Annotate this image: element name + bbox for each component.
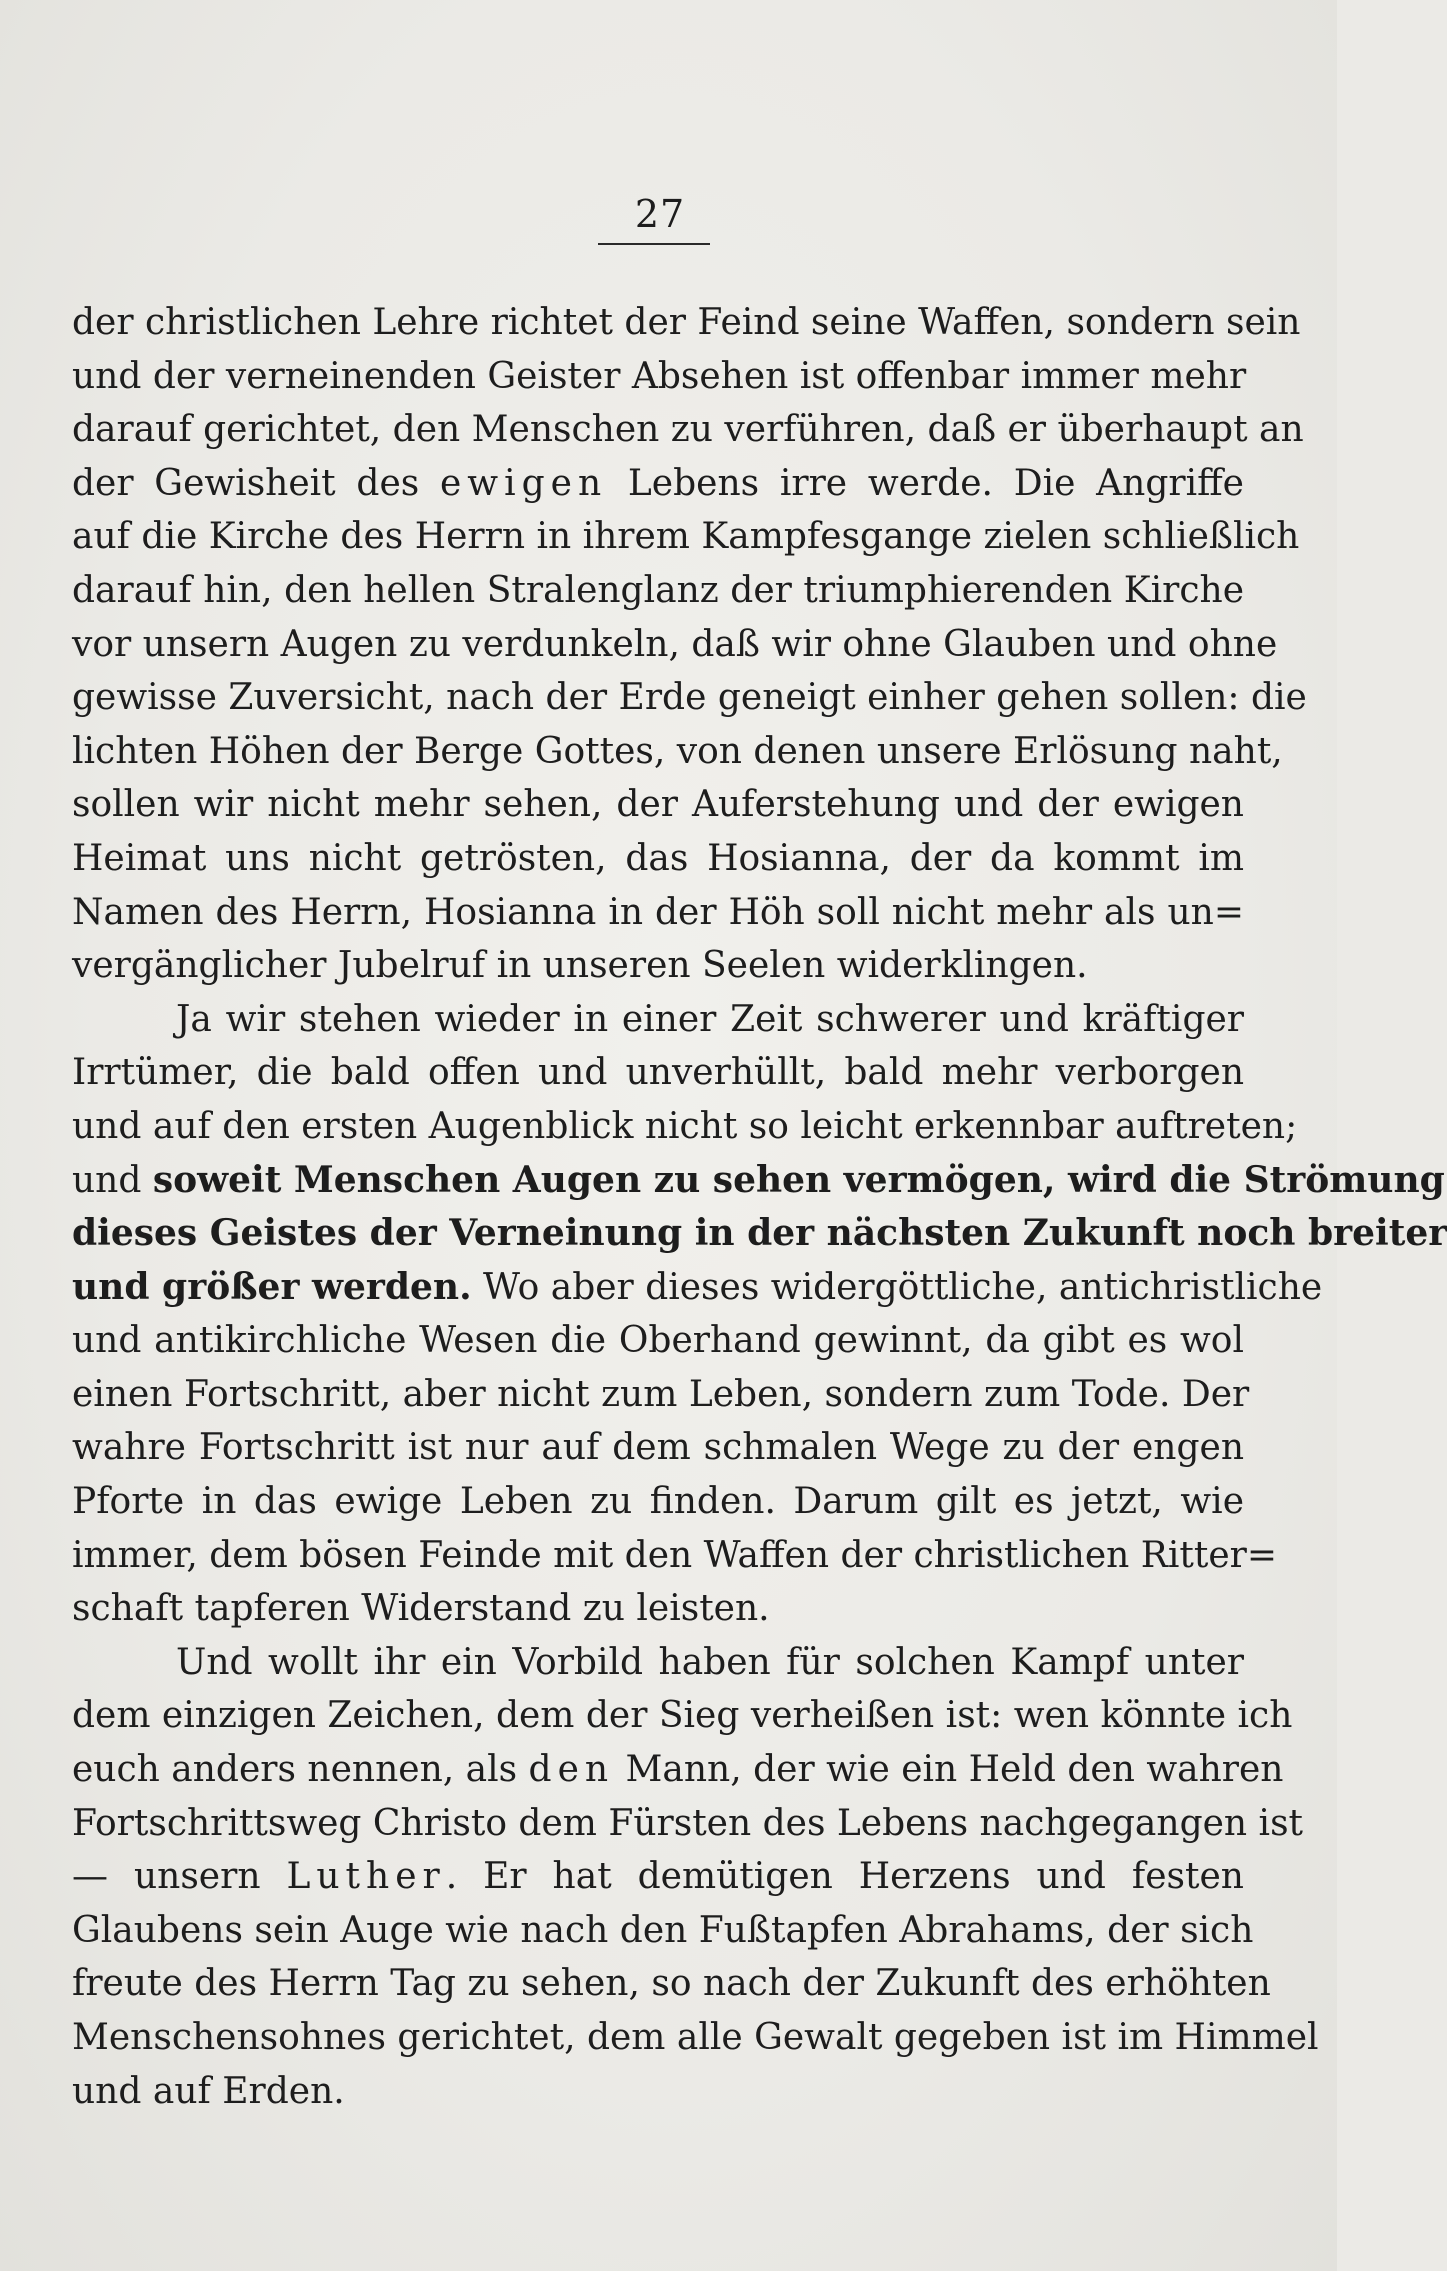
text-run: euch anders nennen, als xyxy=(72,1749,529,1791)
text-line xyxy=(72,1314,1244,1368)
text-line xyxy=(72,1689,1293,1743)
text-run: Menschensohnes gerichtet, dem alle Gewalt gegeben ist im Himmel xyxy=(72,2017,1319,2058)
text-run: sollen wir nicht mehr sehen, der Auferstehung und der ewigen xyxy=(72,784,1244,826)
text-run: Fortschrittsweg Christo dem Fürsten des Lebens nachgegangen ist xyxy=(72,1802,1304,1844)
text-run: vergänglicher Jubelruf in unseren Seelen widerklingen. xyxy=(72,945,1088,987)
text-line xyxy=(72,1207,1447,1261)
text-line xyxy=(72,1636,1244,1690)
text-line xyxy=(72,618,1278,672)
text-line xyxy=(72,993,1244,1047)
text-line xyxy=(72,1957,1271,2011)
text-line xyxy=(72,1261,1323,1315)
spaced-text: Luther xyxy=(286,1856,446,1898)
text-line xyxy=(72,1046,1244,1100)
text-line xyxy=(72,1582,1244,1636)
paragraph xyxy=(72,296,1307,993)
text-run: wahre Fortschritt ist nur auf dem schmalen Wege zu der engen xyxy=(72,1427,1244,1469)
text-run: auf die Kirche des Herrn in ihrem Kampfesgange zielen schließlich xyxy=(72,516,1300,558)
text-run: — unsern xyxy=(72,1856,287,1898)
bold-text: dieses Geistes der Verneinung in der nächsten Zukunft noch breiter xyxy=(72,1212,1447,1255)
text-run: lichten Höhen der Berge Gottes, von denen unsere Erlösung naht, xyxy=(72,730,1283,772)
text-run: und auf Erden. xyxy=(72,2070,345,2112)
text-line xyxy=(72,1743,1284,1797)
text-run: gewisse Zuversicht, nach der Erde geneigt einher gehen sollen: die xyxy=(72,677,1307,719)
text-line xyxy=(72,1475,1244,1529)
text-line xyxy=(72,1850,1244,1904)
page-number-rule xyxy=(598,243,710,245)
bold-text: soweit Menschen Augen zu sehen vermögen, wird die Strömung xyxy=(152,1158,1445,1201)
paragraph xyxy=(72,993,1447,1636)
text-run: Pforte in das ewige Leben zu finden. Darum gilt es jetzt, wie xyxy=(72,1481,1244,1523)
text-run: und auf den ersten Augenblick nicht so leicht erkennbar auftreten; xyxy=(72,1105,1298,1147)
text-line xyxy=(72,1154,1445,1208)
body-text xyxy=(72,296,1447,2118)
text-line xyxy=(72,2065,1244,2119)
text-run: der christlichen Lehre richtet der Feind seine Waffen, sondern sein xyxy=(72,302,1301,343)
text-run: Und wollt ihr ein Vorbild haben für solchen Kampf unter xyxy=(176,1641,1244,1683)
text-line xyxy=(72,350,1247,404)
text-run: Lebens irre werde. Die Angriffe xyxy=(607,462,1244,504)
text-run: schaft tapferen Widerstand zu leisten. xyxy=(72,1588,770,1630)
text-run: und der verneinenden Geister Absehen ist offenbar immer mehr xyxy=(72,355,1247,397)
page-number: 27 xyxy=(634,192,686,236)
text-line xyxy=(72,1904,1254,1958)
text-line xyxy=(72,778,1244,832)
text-run: vor unsern Augen zu verdunkeln, daß wir ohne Glauben und ohne xyxy=(72,623,1278,665)
spaced-text: ewigen xyxy=(439,462,608,504)
text-run: freute des Herrn Tag zu sehen, so nach der Zukunft des erhöhten xyxy=(72,1963,1271,2005)
text-line xyxy=(72,564,1244,618)
text-line xyxy=(72,1368,1250,1422)
text-line xyxy=(72,510,1300,564)
text-line xyxy=(72,832,1244,886)
text-line xyxy=(72,939,1244,993)
text-run: dem einzigen Zeichen, dem der Sieg verheißen ist: wen könnte ich xyxy=(72,1695,1293,1737)
text-line xyxy=(72,1797,1304,1851)
text-run: . Er hat demütigen Herzens und festen xyxy=(445,1856,1244,1898)
text-line xyxy=(72,1421,1244,1475)
text-run: Irrtümer, die bald offen und unverhüllt, bald mehr verborgen xyxy=(72,1052,1244,1094)
text-run: und antikirchliche Wesen die Oberhand gewinnt, da gibt es wol xyxy=(72,1320,1244,1362)
text-run: Ja wir stehen wieder in einer Zeit schwerer und kräftiger xyxy=(176,998,1244,1040)
text-line xyxy=(72,725,1283,779)
text-run: und xyxy=(72,1159,153,1201)
text-line xyxy=(72,2011,1319,2065)
text-run: der Gewisheit des xyxy=(72,462,440,504)
text-run: darauf gerichtet, den Menschen zu verführen, daß er überhaupt an xyxy=(72,409,1304,451)
text-run: Heimat uns nicht getrösten, das Hosianna, der da kommt im xyxy=(72,837,1244,879)
spaced-text: den xyxy=(528,1749,615,1791)
bold-text: und größer werden. xyxy=(72,1265,472,1308)
text-run: darauf hin, den hellen Stralenglanz der triumphierenden Kirche xyxy=(72,569,1244,611)
paragraph xyxy=(72,1636,1319,2118)
text-run: Glaubens sein Auge wie nach den Fußtapfen Abrahams, der sich xyxy=(72,1909,1254,1951)
text-line xyxy=(72,457,1244,511)
text-run: Namen des Herrn, Hosianna in der Höh soll nicht mehr als un= xyxy=(72,891,1244,933)
text-line xyxy=(72,403,1304,457)
text-run: einen Fortschritt, aber nicht zum Leben, sondern zum Tode. Der xyxy=(72,1373,1250,1415)
text-line xyxy=(72,296,1301,350)
text-run: Mann, der wie ein Held den wahren xyxy=(614,1749,1284,1791)
text-line xyxy=(72,1100,1298,1154)
text-run: immer, dem bösen Feinde mit den Waffen der christlichen Ritter= xyxy=(72,1534,1278,1576)
text-line xyxy=(72,886,1244,940)
text-line xyxy=(72,671,1307,725)
text-line xyxy=(72,1529,1278,1583)
text-run: Wo aber dieses widergöttliche, antichristliche xyxy=(471,1266,1323,1308)
